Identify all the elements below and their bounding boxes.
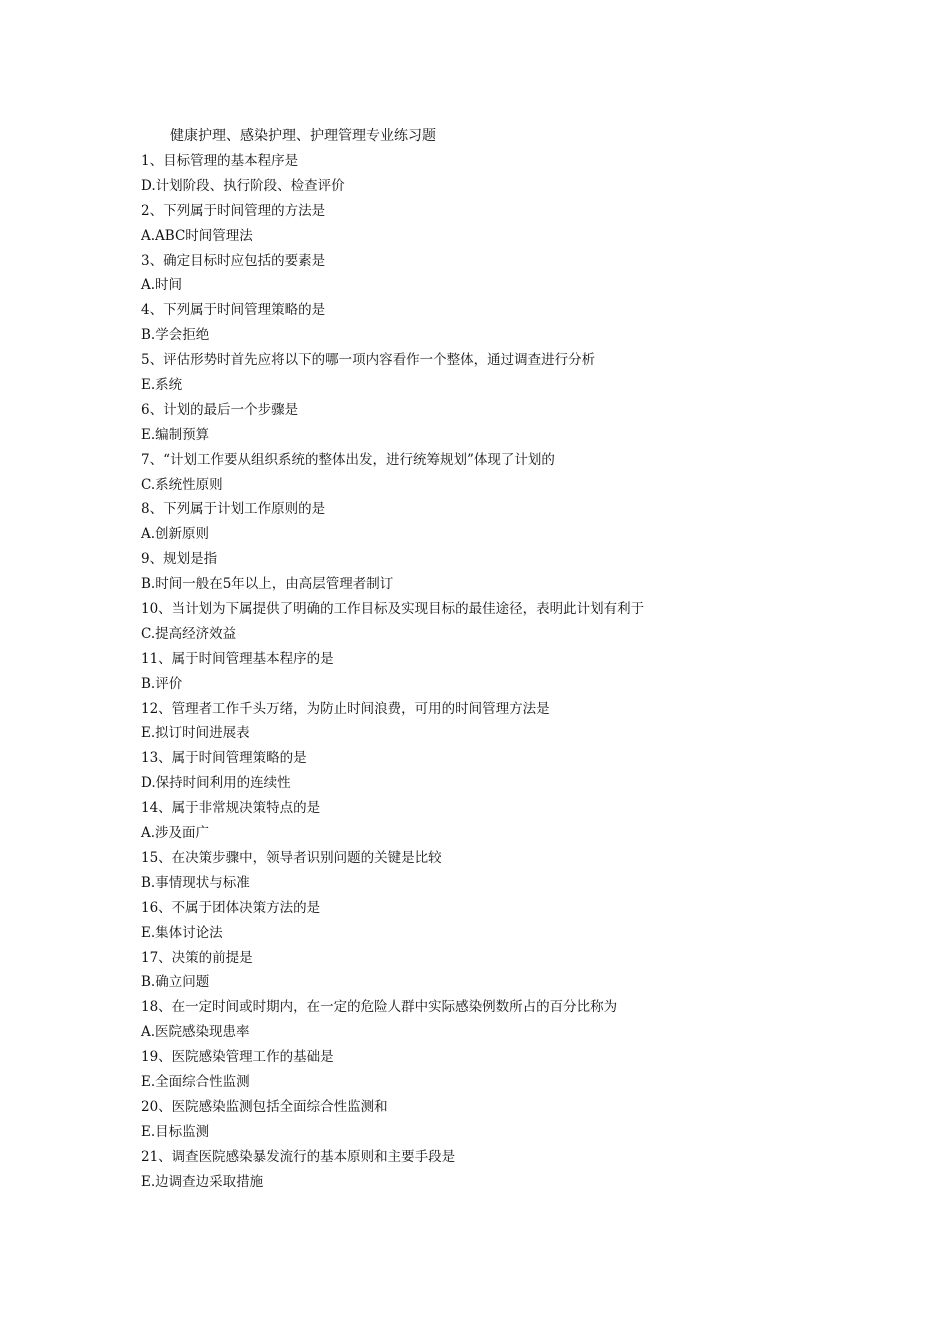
question-10: 10、当计划为下属提供了明确的工作目标及实现目标的最佳途径，表明此计划有利于 [141, 601, 645, 618]
answer-8: A.创新原则 [141, 526, 210, 543]
answer-13: D.保持时间利用的连续性 [141, 775, 291, 792]
question-2: 2、下列属于时间管理的方法是 [141, 202, 326, 219]
question-14: 14、属于非常规决策特点的是 [141, 800, 321, 817]
question-15: 15、在决策步骤中，领导者识别问题的关键是比较 [141, 849, 442, 866]
answer-18: A.医院感染现患率 [141, 1024, 250, 1041]
answer-19: E.全面综合性监测 [141, 1073, 250, 1090]
question-13: 13、属于时间管理策略的是 [141, 750, 307, 767]
question-1: 1、目标管理的基本程序是 [141, 153, 299, 169]
answer-3: A.时间 [141, 277, 183, 294]
question-19: 19、医院感染管理工作的基础是 [141, 1049, 334, 1066]
question-16: 16、不属于团体决策方法的是 [141, 899, 321, 916]
answer-11: B.评价 [141, 675, 183, 692]
answer-20: E.目标监测 [141, 1123, 210, 1140]
answer-21: E.边调查边采取措施 [141, 1173, 264, 1190]
question-17: 17、决策的前提是 [141, 949, 253, 966]
answer-15: B.事情现状与标准 [141, 874, 250, 891]
question-7: 7、“计划工作要从组织系统的整体出发，进行统筹规划”体现了计划的 [141, 451, 555, 468]
question-18: 18、在一定时间或时期内，在一定的危险人群中实际感染例数所占的百分比称为 [141, 999, 618, 1016]
answer-16: E.集体讨论法 [141, 924, 223, 941]
answer-12: E.拟订时间进展表 [141, 725, 250, 742]
answer-17: B.确立问题 [141, 974, 210, 991]
question-list [141, 151, 841, 1196]
answer-6: E.编制预算 [141, 426, 210, 443]
question-8: 8、下列属于计划工作原则的是 [141, 501, 326, 518]
question-9: 9、规划是指 [141, 551, 218, 568]
question-20: 20、医院感染监测包括全面综合性监测和 [141, 1098, 388, 1115]
answer-1: D.计划阶段、执行阶段、检查评价 [141, 177, 345, 194]
answer-5: E.系统 [141, 377, 183, 394]
answer-2: A.ABC时间管理法 [141, 227, 253, 244]
answer-7: C.系统性原则 [141, 476, 223, 493]
question-11: 11、属于时间管理基本程序的是 [141, 650, 334, 667]
answer-10: C.提高经济效益 [141, 625, 237, 642]
question-5: 5、评估形势时首先应将以下的哪一项内容看作一个整体，通过调查进行分析 [141, 352, 596, 369]
question-4: 4、下列属于时间管理策略的是 [141, 302, 326, 319]
question-6: 6、计划的最后一个步骤是 [141, 401, 299, 418]
question-3: 3、确定目标时应包括的要素是 [141, 252, 326, 269]
question-12: 12、管理者工作千头万绪，为防止时间浪费，可用的时间管理方法是 [141, 700, 550, 717]
answer-14: A.涉及面广 [141, 825, 210, 842]
document-title: 健康护理、感染护理、护理管理专业练习题 [170, 128, 436, 144]
question-21: 21、调查医院感染暴发流行的基本原则和主要手段是 [141, 1148, 456, 1165]
answer-9: B.时间一般在5年以上，由高层管理者制订 [141, 576, 394, 593]
answer-4: B.学会拒绝 [141, 327, 210, 344]
